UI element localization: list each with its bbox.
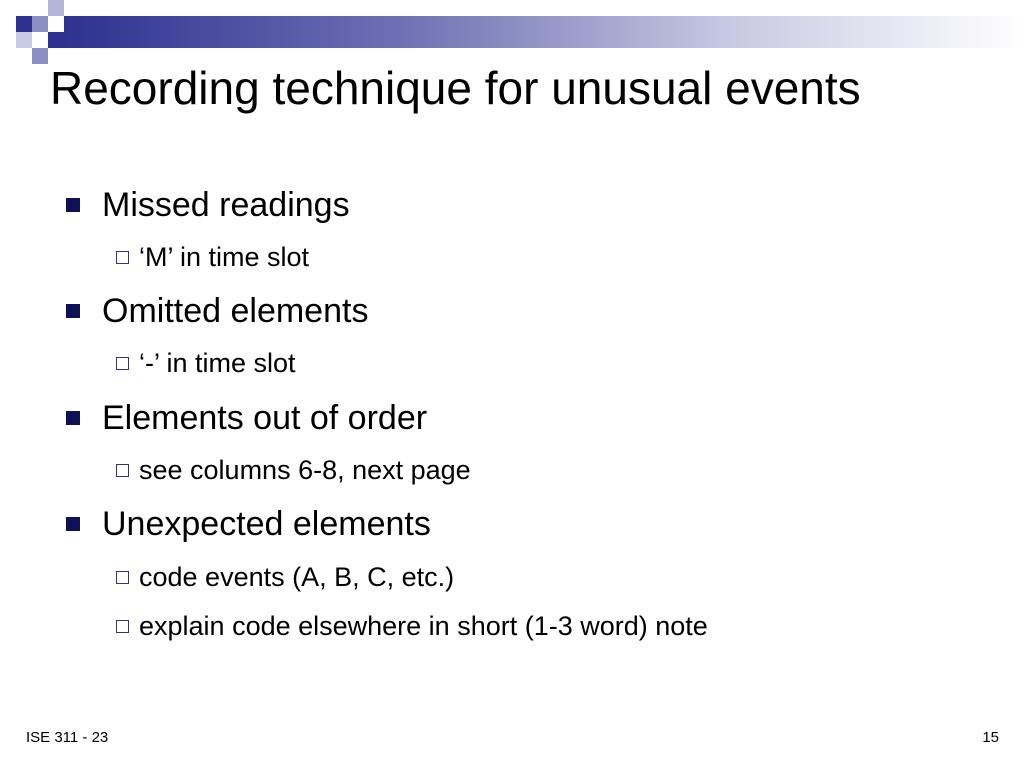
sub-bullet-item (116, 241, 309, 273)
bullet-item (64, 291, 368, 331)
bullet-text: Missed readings (102, 185, 350, 224)
sub-bullet-item (116, 454, 471, 486)
sub-bullet-item (116, 347, 296, 379)
hollow-square-bullet-icon (116, 620, 129, 633)
bullet-item (64, 398, 427, 438)
square-bullet-icon (66, 198, 80, 212)
header-gradient-band (64, 16, 1024, 48)
decor-square (16, 16, 32, 32)
hollow-square-bullet-icon (116, 464, 129, 477)
sub-bullet-item (116, 561, 454, 593)
sub-bullet-item (116, 610, 708, 642)
decor-square (48, 32, 64, 48)
decor-square (48, 0, 64, 16)
square-bullet-icon (66, 411, 80, 425)
hollow-square-bullet-icon (116, 251, 129, 264)
bullet-item (64, 504, 431, 544)
sub-bullet-text: ‘-’ in time slot (139, 347, 296, 378)
bullet-text: Unexpected elements (102, 504, 431, 543)
sub-bullet-text: ‘M’ in time slot (139, 241, 310, 272)
bullet-item (64, 185, 350, 225)
decor-square (32, 48, 48, 64)
slide-title: Recording technique for unusual events (50, 62, 861, 114)
decor-square (16, 32, 32, 48)
bullet-text: Omitted elements (102, 291, 369, 330)
hollow-square-bullet-icon (116, 571, 129, 584)
square-bullet-icon (66, 304, 80, 318)
sub-bullet-text: see columns 6-8, next page (139, 454, 471, 485)
footer-course-label: ISE 311 - 23 (26, 729, 109, 746)
bullet-text: Elements out of order (102, 398, 428, 437)
sub-bullet-text: explain code elsewhere in short (1-3 word) note (139, 610, 708, 641)
sub-bullet-text: code events (A, B, C, etc.) (139, 561, 455, 592)
square-bullet-icon (66, 517, 80, 531)
decor-square (32, 16, 48, 32)
hollow-square-bullet-icon (116, 357, 129, 370)
footer-page-number: 15 (982, 729, 999, 746)
